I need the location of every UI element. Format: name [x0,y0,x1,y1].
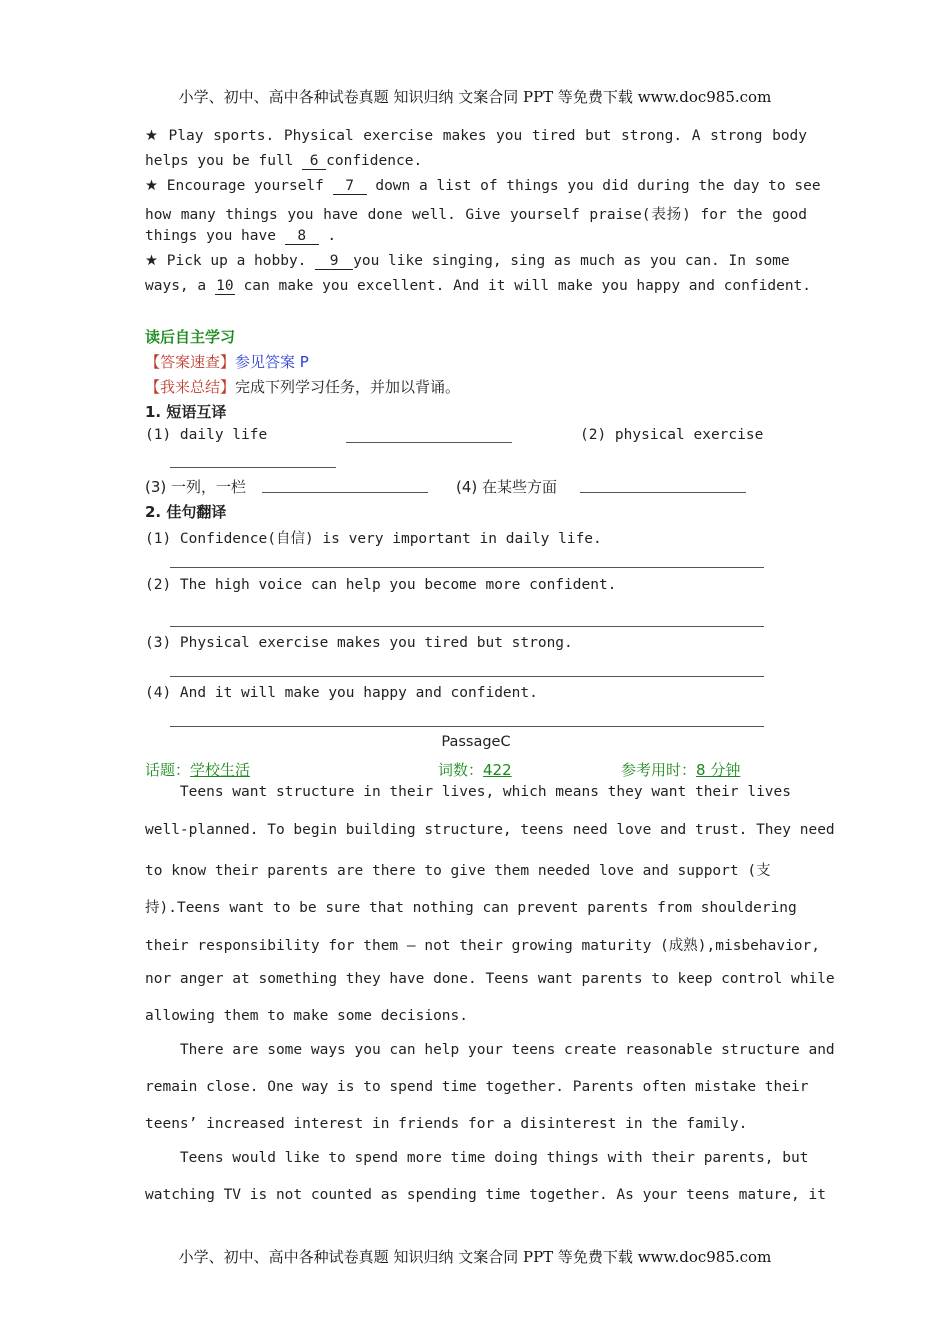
tip-text: you like singing, sing as much as you can. In some [353,253,790,269]
passage-line: Teens would like to spend more time doing things with their parents, but [145,1150,809,1166]
blank-7: 7 [333,178,367,195]
star-icon: ★ [145,128,159,144]
sentence-1: (1) Confidence(自信) is very important in daily life. [145,531,602,547]
tip-text: down a list of things you did during the day to see [366,178,821,194]
passage-line: to know their parents are there to give them needed love and support (支 [145,863,771,879]
tip-text: Pick up a hobby. [166,253,316,269]
answer-label: 【答案速查】 [145,353,236,371]
phrase-4: (4) 在某些方面 [456,478,558,496]
passage-line: remain close. One way is to spend time together. Parents often mistake their [145,1079,809,1095]
passage-title: PassageC [441,734,511,750]
answer-check-line [145,351,807,372]
tip-text: Play sports. Physical exercise makes you tired but strong. A strong body [168,128,808,144]
phrase-3: (3) 一列，一栏 [145,478,247,496]
summary-label: 【我来总结】 [145,378,236,396]
tip-text: confidence. [326,153,423,169]
passage-line: 持).Teens want to be sure that nothing can prevent parents from shouldering [145,900,797,916]
tip-sports-line-1 [145,128,807,144]
sentence-4-answer-line[interactable] [170,726,764,727]
study-title: 读后自主学习 [145,328,236,346]
word-count-label: 词数： [438,761,484,779]
tip-encourage-line-3 [145,228,807,245]
page-header: 小学、初中、高中各种试卷真题 知识归纳 文案合同 PPT 等免费下载 www.doc985.com [178,88,772,106]
passage-line: watching TV is not counted as spending time together. As your teens mature, it [145,1187,826,1203]
section-phrase-translation: 1. 短语互译 [145,403,227,421]
sentence-3-answer-line[interactable] [170,676,764,677]
star-icon: ★ [145,253,158,269]
sentence-2: (2) The high voice can help you become more confident. [145,577,617,593]
time-estimate [621,759,740,780]
phrase-1-answer-line[interactable] [346,442,512,443]
phrase-4-answer-line[interactable] [580,492,746,493]
phrase-2: (2) physical exercise [580,427,764,443]
passage-line: allowing them to make some decisions. [145,1008,469,1024]
tip-text: ways, a [145,278,215,294]
tip-encourage-line-1 [145,178,821,195]
tip-sports-line-2 [145,153,807,170]
passage-meta [145,759,807,780]
sentence-4: (4) And it will make you happy and confident. [145,685,538,701]
phrase-3-answer-line[interactable] [262,492,428,493]
blank-10: 10 [216,278,234,294]
sentence-2-answer-line[interactable] [170,626,764,627]
passage-line: teens’ increased interest in friends for a disinterest in the family. [145,1116,748,1132]
blank-8: 8 [285,228,319,245]
time-value: 8 分钟 [696,761,741,779]
summary-line [145,376,807,397]
passage-line: nor anger at something they have done. Teens want parents to keep control while [145,971,835,987]
word-count [438,759,512,780]
tip-text: helps you be full [145,153,303,169]
phrase-2-answer-line[interactable] [170,467,336,468]
tip-text: things you have [145,228,285,244]
passage-line: Teens want structure in their lives, which means they want their lives [145,784,792,800]
summary-text: 完成下列学习任务，并加以背诵。 [235,378,461,396]
word-count-value: 422 [483,761,512,779]
page-footer: 小学、初中、高中各种试卷真题 知识归纳 文案合同 PPT 等免费下载 www.doc985.com [178,1248,772,1266]
topic-label: 话题： [145,761,191,779]
tip-hobby-line-1 [145,253,807,270]
tip-text: Encourage yourself [166,178,333,194]
blank-9: 9 [315,253,353,270]
passage-line: There are some ways you can help your teens create reasonable structure and [145,1042,835,1058]
passage-line: their responsibility for them — not their growing maturity (成熟),misbehavior, [145,938,821,954]
time-label: 参考用时： [621,761,697,779]
star-icon: ★ [145,178,158,194]
topic-value: 学校生活 [190,761,251,779]
sentence-3: (3) Physical exercise makes you tired but strong. [145,635,573,651]
answer-link[interactable]: 参见答案 P [235,353,309,371]
sentence-1-answer-line[interactable] [170,567,764,568]
tip-hobby-line-2 [145,278,812,295]
section-sentence-translation: 2. 佳句翻译 [145,503,227,521]
tip-encourage-line-2: how many things you have done well. Give yourself praise(表扬) for the good [145,207,807,223]
tip-text: can make you excellent. And it will make you happy and confident. [234,278,812,294]
phrase-1: (1) daily life [145,427,268,443]
tip-text: . [327,228,337,244]
blank-6: 6 [302,153,326,170]
passage-line: well-planned. To begin building structure, teens need love and trust. They need [145,822,835,838]
